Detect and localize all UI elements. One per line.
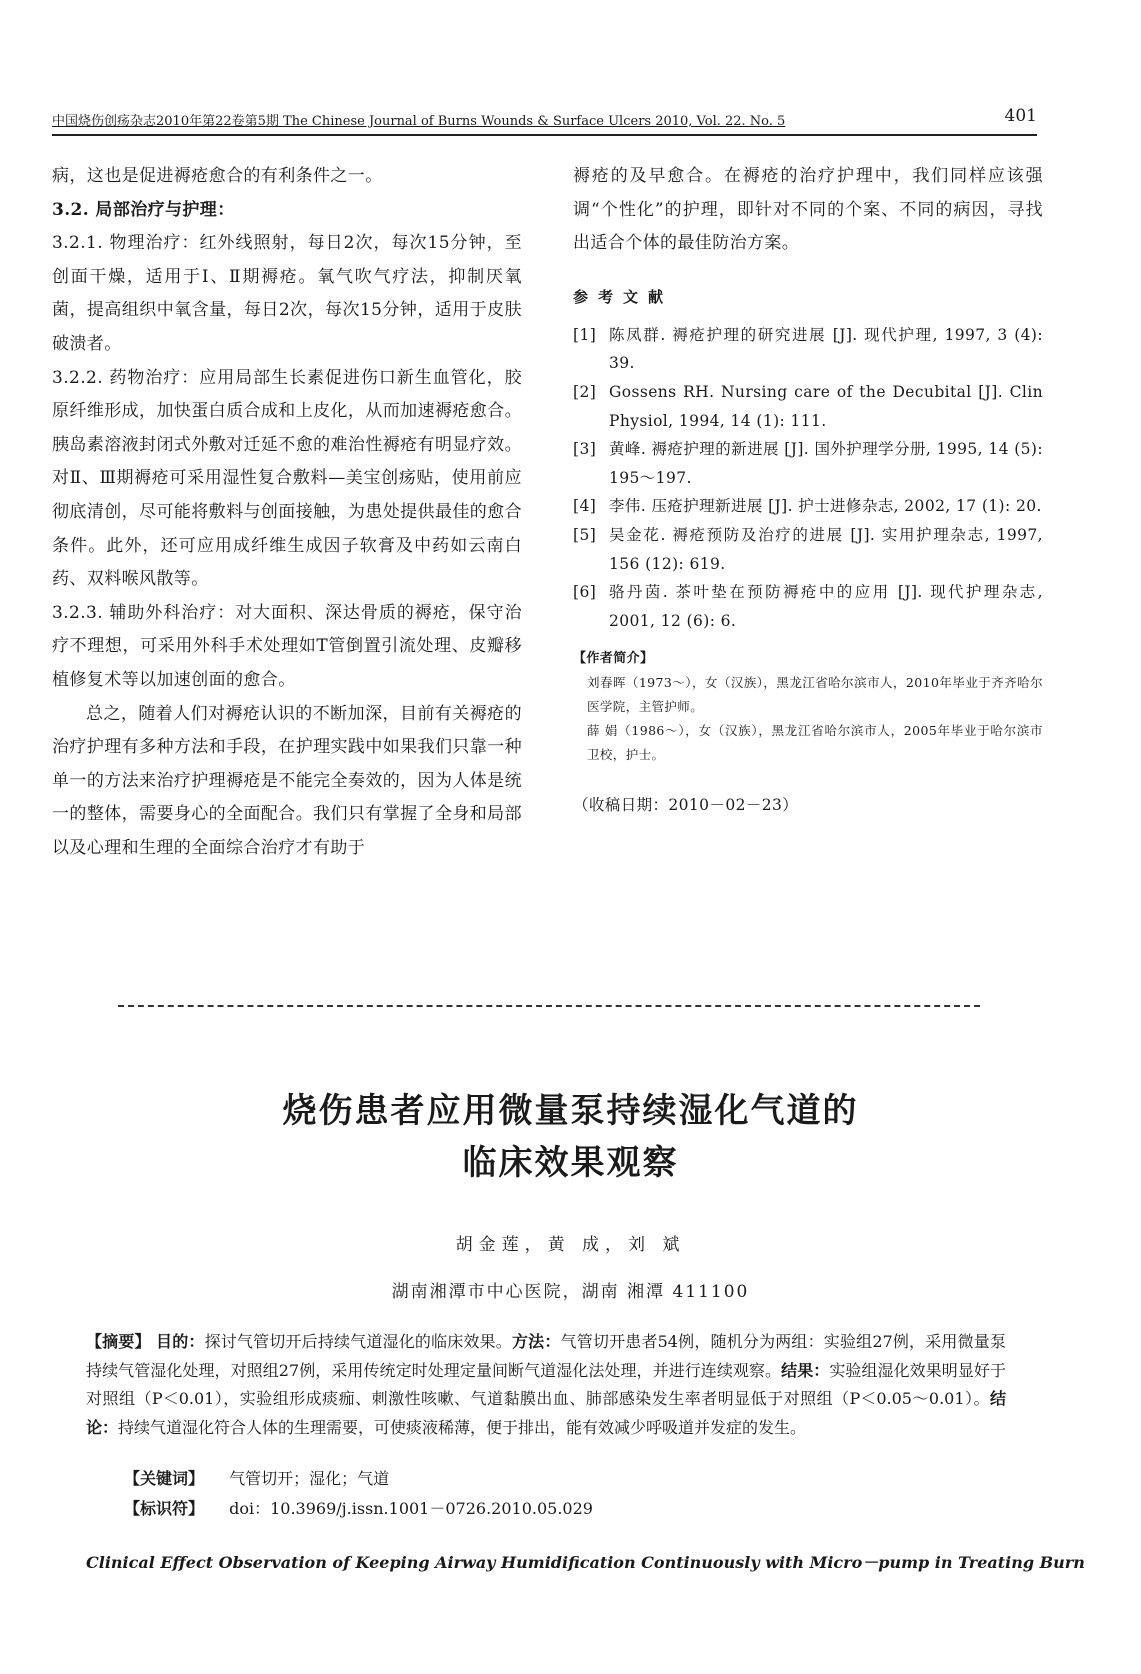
paragraph-continued: 病，这也是促进褥疮愈合的有利条件之一。 (52, 166, 383, 186)
reference-item (573, 492, 1043, 521)
methods-label: 方法： (512, 1332, 561, 1351)
abstract-label: 【摘要】 (86, 1332, 151, 1351)
conclusion-text: 持续气道湿化符合人体的生理需要，可使痰液稀薄，便于排出，能有效减少呼吸道并发症的发生。 (118, 1417, 807, 1437)
reference-item (573, 321, 1043, 378)
reference-number: [4] (573, 497, 597, 516)
reference-number: [6] (573, 583, 597, 602)
author-bio-heading: 【作者简介】 (573, 651, 654, 667)
keywords-label: 【关键词】 (124, 1469, 205, 1488)
reference-text: 李伟. 压疮护理新进展 [J]. 护士进修杂志, 2002, 17 (1): 20. (609, 497, 1042, 516)
page-number: 401 (1004, 106, 1037, 126)
identifier-label: 【标识符】 (124, 1499, 205, 1518)
author-bio: 刘春晖（1973～），女（汉族），黑龙江省哈尔滨市人，2010年毕业于齐齐哈尔医学院，主管护师。 (587, 675, 1043, 715)
left-column (52, 160, 522, 865)
article-affiliation: 湖南湘潭市中心医院，湖南 湘潭 411100 (391, 1282, 750, 1302)
right-column (573, 160, 1043, 823)
paragraph-conclusion-cont: 褥疮的及早愈合。在褥疮的治疗护理中，我们同样应该强调“个性化”的护理，即针对不同的个案、不同的病因，寻找出适合个体的最佳防治方案。 (573, 166, 1043, 254)
methods-text: 气管切开患者54例，随机分为两组：实验组27例，采用微量泵持续气管湿化处理，对照组27例，采用传统定时处理定量间断气道湿化法处理，并进行连续观察。 (86, 1332, 1006, 1380)
running-header (52, 104, 1037, 136)
paragraph-3-2-2: 3.2.2. 药物治疗：应用局部生长素促进伤口新生血管化，胶原纤维形成，加快蛋白质合成和上皮化，从而加速褥疮愈合。胰岛素溶液封闭式外敷对迁延不愈的难治性褥疮有明显疗效。对Ⅱ、Ⅲ期褥疮可采用湿性复合敷料—美宝创疡贴，使用前应彻底清创，尽可能将敷料与创面接触，为患处提供最佳的愈合条件。此外，还可应用成纤维生成因子软膏及中药如云南白药、双料喉风散等。 (52, 367, 522, 590)
abstract (86, 1328, 1006, 1442)
reference-text: Gossens RH. Nursing care of the Decubital [J]. Clin Physiol, 1994, 14 (1): 111. (609, 382, 1043, 430)
author-bio: 薛 娟（1986～），女（汉族），黑龙江省哈尔滨市人，2005年毕业于哈尔滨市卫校，护士。 (587, 723, 1043, 763)
paragraph-3-2-3: 3.2.3. 辅助外科治疗：对大面积、深达骨质的褥疮，保守治疗不理想，可采用外科手术处理如T管倒置引流处理、皮瓣移植修复术等以加速创面的愈合。 (52, 602, 522, 690)
keywords-text: 气管切开；湿化；气道 (229, 1469, 390, 1488)
article-authors: 胡金莲，黄 成，刘 斌 (455, 1235, 686, 1255)
english-title: Clinical Effect Observation of Keeping Airway Humidification Continuously with Micro－pump in Treating Burn (86, 1553, 1085, 1572)
reference-number: [2] (573, 382, 597, 401)
doi-text: doi：10.3969/j.issn.1001－0726.2010.05.029 (229, 1499, 593, 1518)
article-title (0, 1085, 1141, 1189)
received-date: （收稿日期：2010－02－23） (573, 796, 799, 815)
references-heading: 参考文献 (573, 287, 674, 306)
reference-item (573, 521, 1043, 578)
reference-item (573, 378, 1043, 435)
reference-text: 骆丹茵. 茶叶垫在预防褥疮中的应用 [J]. 现代护理杂志, 2001, 12 (6): 6. (609, 583, 1043, 630)
reference-number: [5] (573, 525, 597, 544)
results-label: 结果： (781, 1360, 830, 1380)
paragraph-summary: 总之，随着人们对褥疮认识的不断加深，目前有关褥疮的治疗护理有多种方法和手段，在护理实践中如果我们只靠一种单一的方法来治疗护理褥疮是不能完全奏效的，因为人体是统一的整体，需要身心的全面配合。我们只有掌握了全身和局部以及心理和生理的全面综合治疗才有助于 (52, 703, 522, 858)
reference-item (573, 578, 1043, 635)
references-list (573, 321, 1043, 636)
identifier (124, 1496, 593, 1519)
journal-citation: 中国烧伤创疡杂志2010年第22卷第5期 The Chinese Journal of Burns Wounds & Surface Ulcers 2010, Vol. 22. No. 5 (52, 114, 786, 129)
paragraph-3-2-1: 3.2.1. 物理治疗：红外线照射，每日2次，每次15分钟，至创面干燥，适用于Ⅰ、Ⅱ期褥疮。氧气吹气疗法，抑制厌氧菌，提高组织中氧含量，每日2次，每次15分钟，适用于皮肤破溃者。 (52, 233, 522, 354)
reference-number: [1] (573, 325, 597, 344)
title-line: 临床效果观察 (462, 1143, 679, 1183)
conclusion-label: 结论： (86, 1389, 1006, 1437)
objective-text: 探讨气管切开后持续气道湿化的临床效果。 (204, 1332, 512, 1351)
reference-item (573, 435, 1043, 492)
reference-text: 陈凤群. 褥疮护理的研究进展 [J]. 现代护理, 1997, 3 (4): 39. (609, 325, 1043, 373)
title-line: 烧伤患者应用微量泵持续湿化气道的 (282, 1091, 859, 1131)
section-heading-3-2: 3.2. 局部治疗与护理： (52, 199, 235, 220)
results-text: 实验组湿化效果明显好于对照组（P＜0.01），实验组形成痰痂、刺激性咳嗽、气道黏膜出血、肺部感染发生率者明显低于对照组（P＜0.05～0.01）。 (86, 1360, 1006, 1408)
objective-label: 目的： (156, 1332, 205, 1351)
keywords (124, 1466, 389, 1489)
reference-text: 黄峰. 褥疮护理的新进展 [J]. 国外护理学分册, 1995, 14 (5): 195～197. (609, 440, 1043, 487)
article-separator (118, 1005, 980, 1007)
reference-number: [3] (573, 440, 597, 459)
reference-text: 吴金花. 褥疮预防及治疗的进展 [J]. 实用护理杂志, 1997, 156 (12): 619. (609, 525, 1043, 573)
